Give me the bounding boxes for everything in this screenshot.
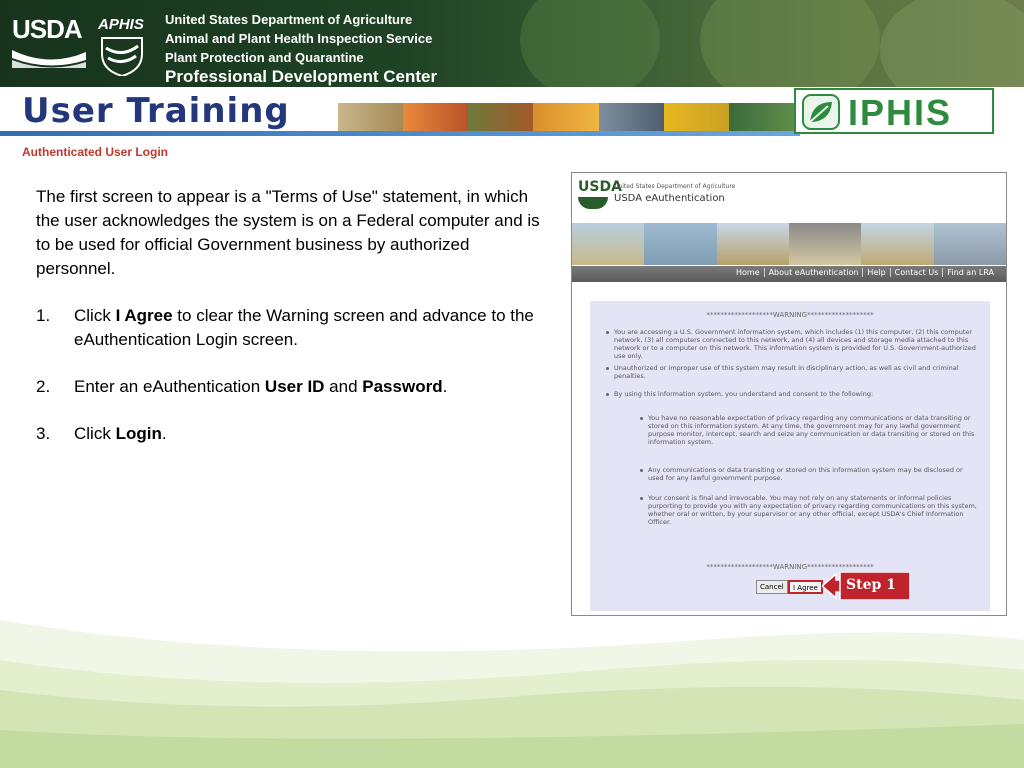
center-name: Professional Development Center — [165, 67, 438, 86]
photo-tile — [599, 103, 664, 133]
photo-strip — [338, 103, 794, 133]
eauth-usda-logo: USDA — [578, 179, 622, 195]
photo-tile — [717, 223, 789, 265]
nav-link-help[interactable]: Help — [862, 268, 889, 277]
title-strip — [0, 87, 1024, 142]
nav-link-home[interactable]: Home — [735, 268, 760, 277]
warning-sub-bullet: You have no reasonable expectation of privacy regarding any communications or data transiting or stored on this information system. At any time, the government may for any lawful government purpose monitor, intercept, search and seize any communication or data transiting or stored on this information system. — [648, 414, 975, 446]
step-text: . — [161, 424, 167, 443]
photo-tile — [934, 223, 1006, 265]
title-underline — [0, 131, 800, 136]
warning-heading: *******************WARNING******************* — [706, 311, 874, 319]
sub-bullet-dot — [640, 497, 643, 500]
warning-bullet: By using this information system, you understand and consent to the following: — [614, 390, 874, 398]
intro-paragraph: The first screen to appear is a "Terms of Use" statement, in which the user acknowledges the system is on a Federal computer and is to be used for official Government business by authorized personnel. — [36, 187, 540, 278]
step-text: to clear the Warning screen and advance to the eAuthentication Login screen. — [74, 306, 534, 349]
fern-decoration — [700, 0, 880, 87]
bullet-dot — [606, 393, 609, 396]
eauth-screenshot — [571, 172, 1007, 616]
sub-bullet-dot — [640, 417, 643, 420]
photo-tile — [729, 103, 794, 133]
photo-tile — [403, 103, 468, 133]
warning-sub-bullet: Any communications or data transiting or stored on this information system may be disclosed or used for any lawful government purpose. — [648, 466, 963, 482]
leaf-icon — [802, 94, 840, 130]
eauth-usda-swoosh-icon — [578, 197, 608, 209]
step-number: 2. — [36, 377, 51, 396]
step-label: Step 1 — [846, 577, 896, 593]
eauth-photo-banner — [572, 223, 1006, 265]
warning-sub-bullet: Your consent is final and irrevocable. You may not rely on any statements or informal policies purporting to provide you with any expectation of privacy regarding communications on this system, whether oral or written, by your supervisor or any other official, except USDA's Chief Information Officer. — [648, 494, 977, 526]
fern-decoration — [880, 0, 1024, 87]
aphis-shield-icon — [100, 36, 144, 76]
page-title: User Training — [22, 91, 290, 131]
bullet-dot — [606, 331, 609, 334]
photo-tile — [861, 223, 933, 265]
warning-bullet: You are accessing a U.S. Government information system, which includes (1) this computer, (2) this computer network, (3) all computers connected to this network, and (4) all devices and storage media attached to this network or to a computer on this network. This information system is provided for U.S. Government-authorized use only. — [614, 328, 976, 360]
step-item — [36, 375, 546, 399]
step-bold-text: Password — [362, 377, 443, 396]
photo-tile — [789, 223, 861, 265]
cancel-button[interactable]: Cancel — [756, 580, 788, 594]
iphis-logo-text: IPHIS — [848, 92, 953, 133]
warning-panel — [590, 301, 990, 611]
photo-tile — [664, 103, 729, 133]
step-bold-text: I Agree — [115, 306, 173, 325]
aphis-logo — [96, 14, 148, 76]
photo-tile — [644, 223, 716, 265]
step-number: 3. — [36, 424, 51, 443]
fern-decoration — [520, 0, 660, 87]
eauth-app-title: USDA eAuthentication — [614, 193, 725, 204]
step-bold-text: User ID — [264, 377, 325, 396]
nav-link-about[interactable]: About eAuthentication — [764, 268, 863, 277]
usda-logo-text: USDA — [12, 14, 82, 44]
agency-name-block — [165, 10, 437, 87]
section-title: Authenticated User Login — [22, 145, 169, 159]
eauth-department: United States Department of Agriculture — [614, 183, 736, 190]
eauth-nav-bar — [572, 266, 1006, 282]
step-text: and — [324, 377, 363, 396]
green-swoosh-decoration — [0, 600, 1024, 768]
warning-footer: *******************WARNING******************* — [706, 563, 874, 571]
eauth-header — [572, 173, 1006, 221]
instructions — [36, 185, 546, 469]
nav-link-contact[interactable]: Contact Us — [890, 268, 943, 277]
photo-tile — [572, 223, 644, 265]
photo-tile — [468, 103, 533, 133]
nav-link-find-lra[interactable]: Find an LRA — [942, 268, 998, 277]
sub-bullet-dot — [640, 469, 643, 472]
step-text: Click — [74, 306, 116, 325]
step-item — [36, 304, 546, 352]
step-text: Click — [74, 424, 116, 443]
step-number: 1. — [36, 306, 51, 325]
step-text: . — [442, 377, 448, 396]
i-agree-button[interactable]: I Agree — [788, 580, 823, 594]
service-name: Animal and Plant Health Inspection Service — [165, 31, 433, 46]
usda-swoosh-icon — [12, 46, 86, 68]
step-bold-text: Login — [115, 424, 162, 443]
warning-bullet: Unauthorized or improper use of this system may result in disciplinary action, as well as civil and criminal penalties. — [614, 364, 959, 380]
step-text: Enter an eAuthentication — [74, 377, 265, 396]
steps-list — [36, 304, 546, 446]
iphis-logo — [794, 88, 994, 134]
photo-tile — [533, 103, 598, 133]
aphis-logo-text: APHIS — [98, 16, 144, 33]
agency-header — [0, 0, 1024, 87]
photo-tile — [338, 103, 403, 133]
bullet-dot — [606, 367, 609, 370]
department-name: United States Department of Agriculture — [165, 12, 413, 27]
program-name: Plant Protection and Quarantine — [165, 50, 364, 65]
step-item — [36, 422, 546, 446]
